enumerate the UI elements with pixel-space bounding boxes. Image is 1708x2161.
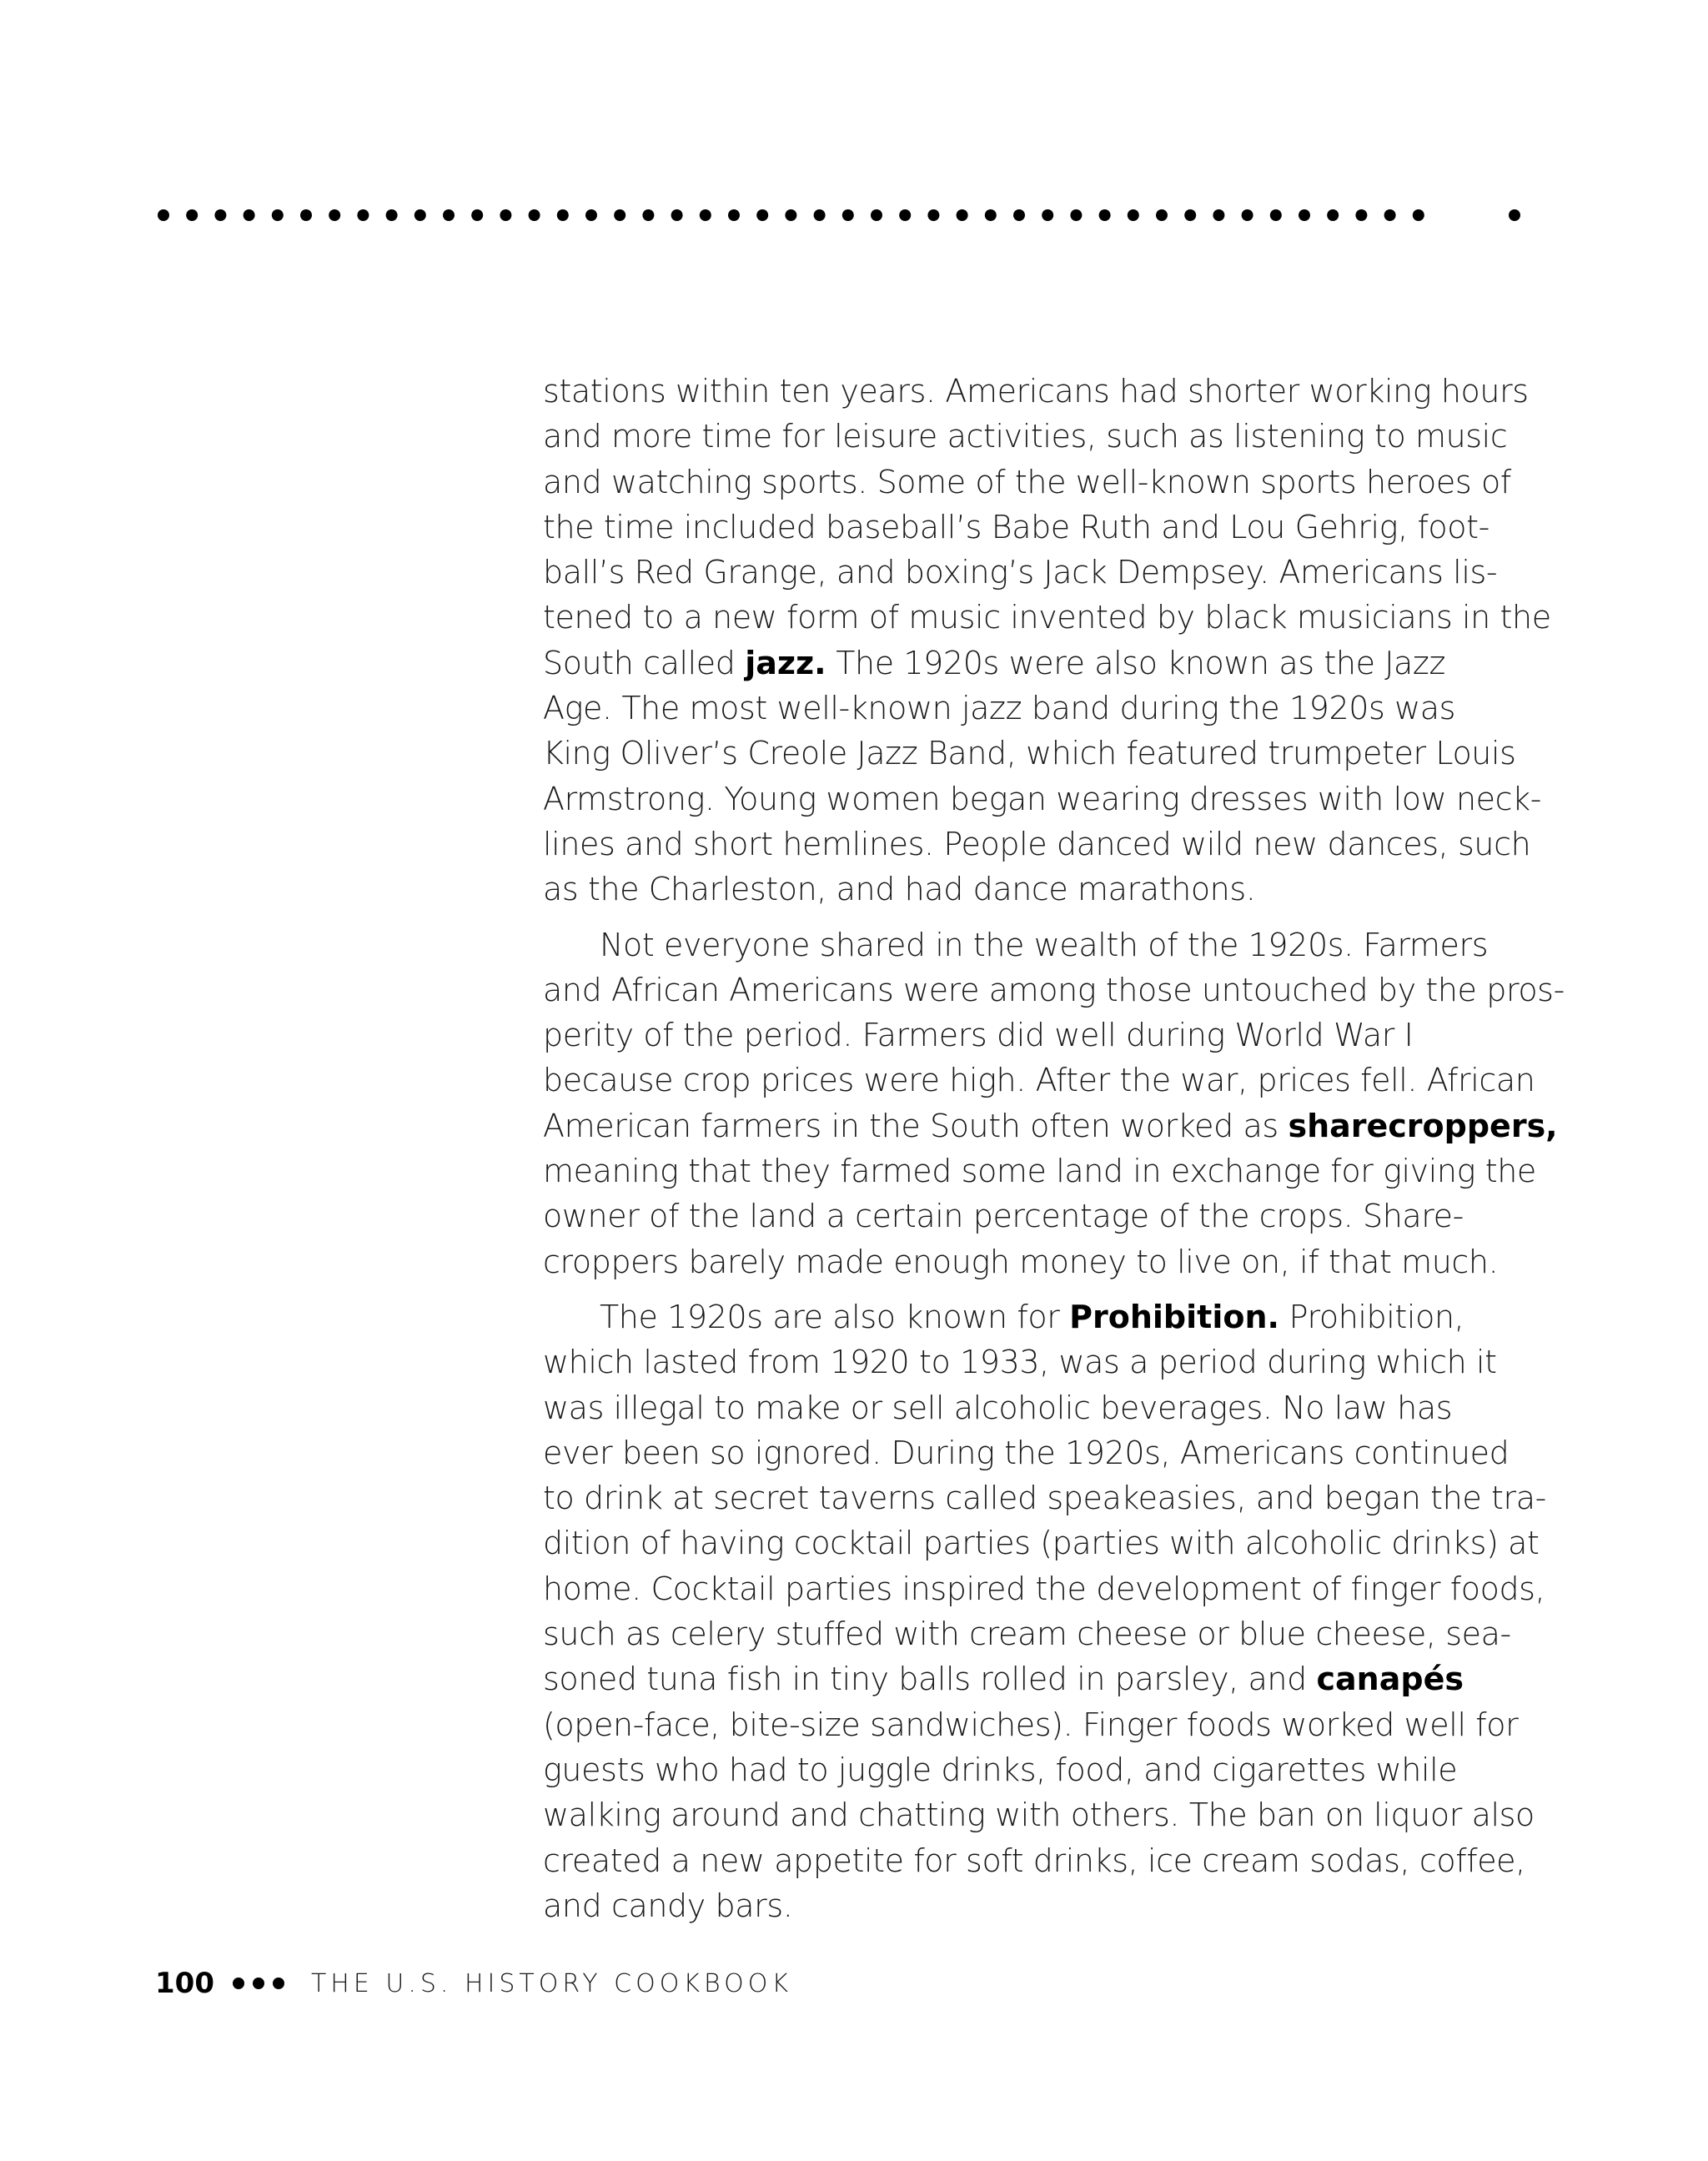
footer-dot [233,1978,244,1989]
rule-dot [1099,209,1111,221]
rule-dot [1242,209,1253,221]
rule-dot [899,209,911,221]
text-line: and more time for leisure activities, such as listening to music [543,418,1508,455]
rule-dot [957,209,968,221]
text-line: guests who had to juggle drinks, food, and cigarettes while [543,1751,1458,1788]
rule-dot [1327,209,1339,221]
text-line: which lasted from 1920 to 1933, was a period during which it [543,1344,1497,1381]
text-line: ever been so ignored. During the 1920s, Americans continued [543,1434,1510,1471]
rule-dot [871,209,882,221]
rule-dot [614,209,625,221]
rule-dot [671,209,683,221]
rule-dot [700,209,711,221]
text-line [543,1103,1558,1148]
rule-dot [557,209,569,221]
text-line: Not everyone shared in the wealth of the 1920s. Farmers [600,926,1489,963]
rule-dot [244,209,255,221]
rule-dot [329,209,340,221]
rule-dot [158,209,169,221]
rule-dot [1299,209,1310,221]
text-line: the time included baseball’s Babe Ruth and Lou Gehrig, foot- [543,508,1489,545]
rule-dot [642,209,654,221]
text-line: walking around and chatting with others. The ban on liquor also [543,1797,1535,1834]
text-line: King Oliver’s Creole Jazz Band, which featured trumpeter Louis [543,735,1516,772]
paragraph-2 [543,922,1565,1284]
rule-dot [756,209,768,221]
rule-dot [1013,209,1025,221]
running-title: THE U.S. HISTORY COOKBOOK [310,1968,793,1998]
rule-dot [186,209,198,221]
text-line: (open-face, bite-size sandwiches). Finger foods worked well for [543,1706,1519,1743]
rule-dot [1156,209,1168,221]
footer-dots [233,1978,293,1989]
text-fragment: The 1920s were also known as the Jazz [826,644,1446,681]
rule-dot [386,209,398,221]
rule-dot [471,209,483,221]
rule-dot [1070,209,1082,221]
rule-dot [1128,209,1139,221]
rule-dot [842,209,854,221]
text-line: croppers barely made enough money to live on, if that much. [543,1243,1499,1280]
text-line: stations within ten years. Americans had shorter working hours [543,373,1529,410]
rule-dot [1413,209,1424,221]
text-fragment: South called [543,644,746,681]
body-text [543,369,1565,1938]
rule-dot [272,209,284,221]
rule-dot [1184,209,1196,221]
rule-dot [728,209,740,221]
rule-dot [814,209,826,221]
text-line: Armstrong. Young women began wearing dresses with low neck- [543,780,1542,817]
glossary-term-sharecroppers: sharecroppers, [1288,1107,1558,1144]
rule-dot [357,209,369,221]
page-footer [155,1965,792,2002]
rule-dot [529,209,540,221]
text-line: meaning that they farmed some land in exchange for giving the [543,1153,1536,1190]
text-line: home. Cocktail parties inspired the development of finger foods, [543,1570,1545,1607]
dot-rule-graphic [155,207,1523,224]
rule-dot [985,209,997,221]
text-line: ball’s Red Grange, and boxing’s Jack Dempsey. Americans lis- [543,554,1498,591]
rule-dot [1384,209,1396,221]
text-line: such as celery stuffed with cream cheese or blue cheese, sea- [543,1616,1511,1653]
text-line: because crop prices were high. After the war, prices fell. African [543,1062,1535,1099]
text-line [543,1656,1502,1701]
text-line: dition of having cocktail parties (parties with alcoholic drinks) at [543,1525,1540,1562]
rule-dot [214,209,226,221]
glossary-term-canapes: canapés [1316,1661,1464,1698]
text-line: and watching sports. Some of the well-known sports heroes of [543,463,1511,500]
page-number: 100 [155,1967,214,2000]
paragraph-3 [543,1294,1546,1928]
text-line: lines and short hemlines. People danced wild new dances, such [543,825,1531,862]
rule-dot [1355,209,1367,221]
rule-dot [927,209,939,221]
decorative-dot-rule [155,207,1523,224]
paragraph-1 [543,369,1551,912]
glossary-term-prohibition: Prohibition. [1069,1298,1279,1335]
text-line: to drink at secret taverns called speakeasies, and began the tra- [543,1480,1546,1517]
text-line: was illegal to make or sell alcoholic beverages. No law has [543,1389,1453,1426]
text-line: Age. The most well-known jazz band during the 1920s was [543,690,1456,727]
text-fragment: soned tuna fish in tiny balls rolled in parsley, and [543,1661,1317,1698]
text-fragment: American farmers in the South often worked as [543,1107,1289,1144]
rule-dot [1270,209,1282,221]
rule-dot [785,209,796,221]
text-line: and African Americans were among those untouched by the pros- [543,971,1565,1008]
footer-dot [253,1978,264,1989]
text-line: perity of the period. Farmers did well during World War I [543,1017,1414,1054]
text-line: and candy bars. [543,1887,793,1924]
rule-dot [443,209,455,221]
text-line: created a new appetite for soft drinks, ice cream sodas, coffee, [543,1842,1525,1879]
text-fragment: The 1920s are also known for [600,1298,1070,1335]
footer-dot [273,1978,284,1989]
text-line [543,641,1502,686]
text-line: as the Charleston, and had dance marathons. [543,871,1256,908]
rule-dot [500,209,511,221]
rule-dot [1213,209,1224,221]
rule-dot [1509,209,1520,221]
rule-dot [414,209,426,221]
text-line: tened to a new form of music invented by black musicians in the [543,599,1551,636]
rule-dot [300,209,312,221]
rule-dot [585,209,597,221]
text-line: owner of the land a certain percentage of the crops. Share- [543,1198,1464,1235]
text-line [543,1294,1502,1339]
text-fragment: Prohibition, [1278,1298,1464,1335]
glossary-term-jazz: jazz. [745,644,826,681]
rule-dot [1042,209,1053,221]
